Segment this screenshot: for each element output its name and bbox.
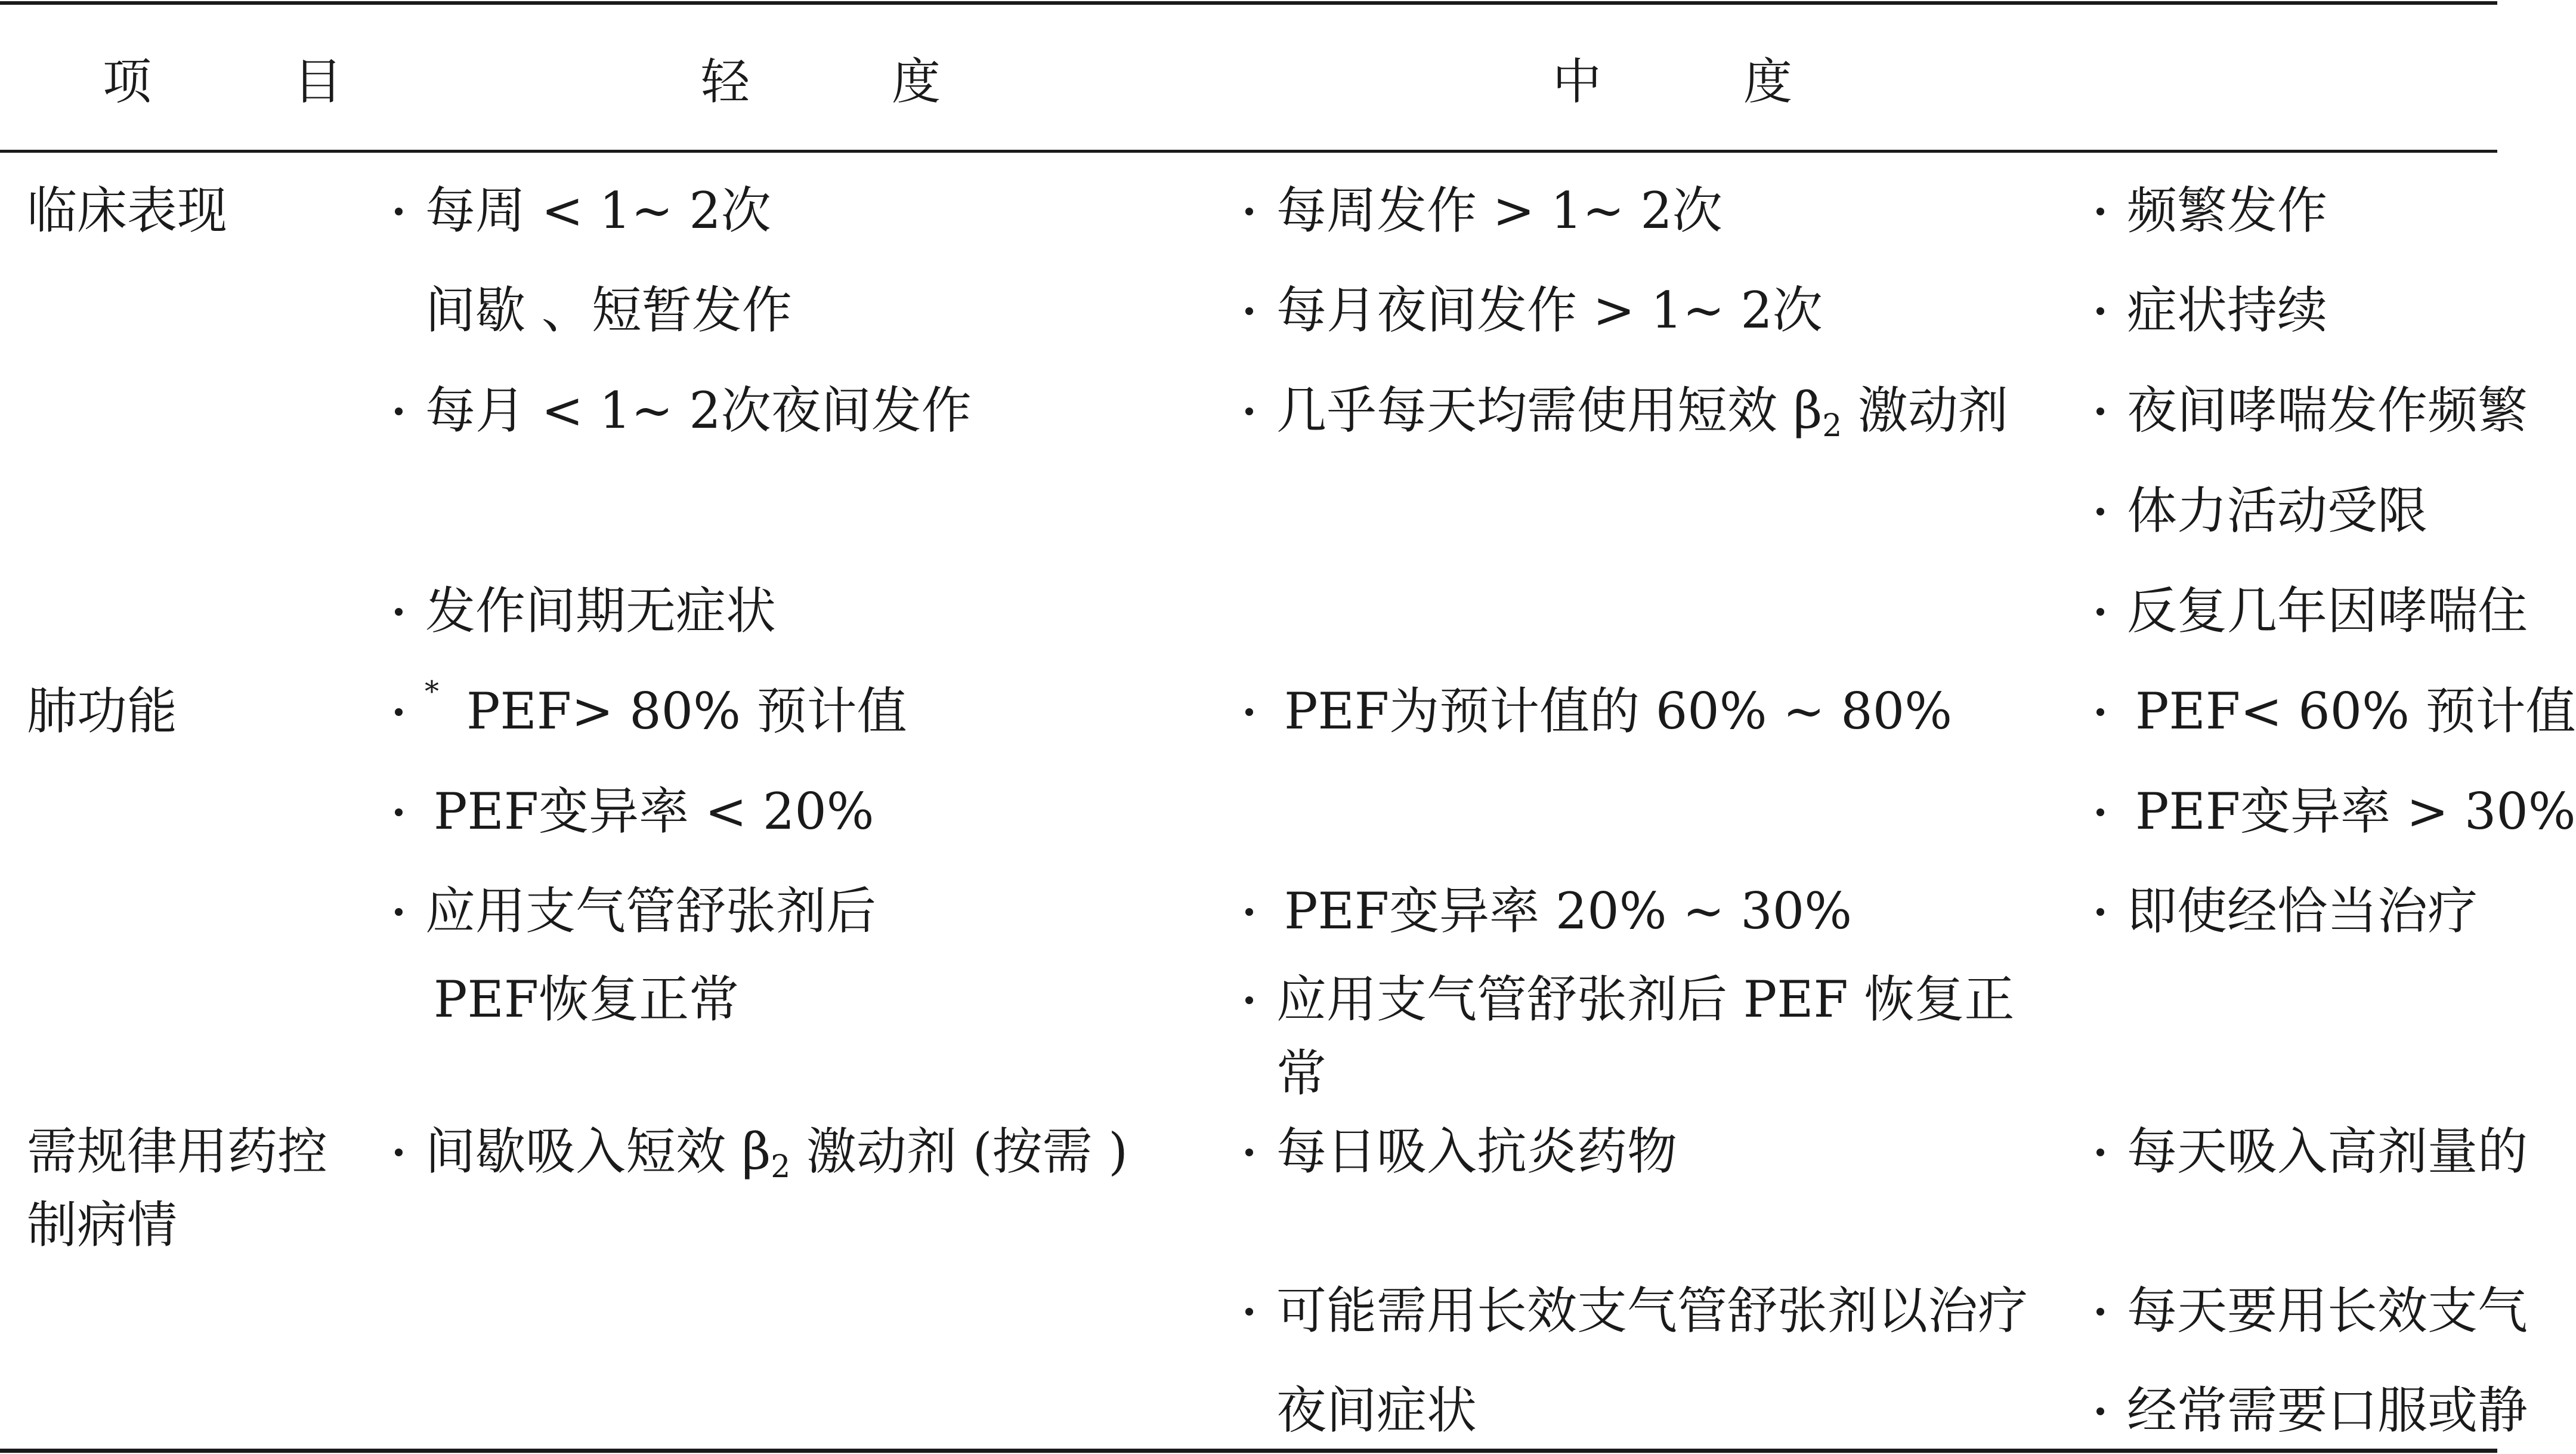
row-label-lung-function: 肺功能 bbox=[27, 682, 178, 740]
severe-clinical-5: 反复几年因哮喘住 bbox=[2127, 582, 2528, 640]
mild-medication-1: 间歇吸入短效 $\beta_2$ 激动剂 (按需 ) bbox=[425, 1122, 1128, 1185]
bullet-icon bbox=[2096, 708, 2104, 716]
severe-lung-3: 即使经恰当治疗 bbox=[2127, 882, 2478, 940]
severe-clinical-3: 夜间哮喘发作频繁 bbox=[2127, 381, 2528, 440]
bullet-icon bbox=[2096, 1308, 2104, 1316]
footnote-mark: * bbox=[425, 675, 439, 708]
mild-lung-3: 应用支气管舒张剂后 bbox=[425, 882, 877, 940]
moderate-clinical-2: 每月夜间发作 > 1~ 2次 bbox=[1276, 281, 1823, 339]
bullet-icon bbox=[395, 808, 403, 816]
bullet-icon bbox=[2096, 208, 2104, 215]
bullet-icon bbox=[2096, 908, 2104, 916]
bullet-icon bbox=[2096, 1149, 2104, 1156]
bullet-icon bbox=[2096, 408, 2104, 415]
bullet-icon bbox=[1245, 1149, 1253, 1156]
moderate-clinical-3: 几乎每天均需使用短效 $\beta_2$ 激动剂 bbox=[1276, 381, 2009, 444]
bullet-icon bbox=[1245, 908, 1253, 916]
bullet-icon bbox=[395, 708, 403, 716]
bullet-icon bbox=[395, 908, 403, 916]
mild-clinical-4: 发作间期无症状 bbox=[425, 582, 777, 640]
moderate-medication-3: 夜间症状 bbox=[1276, 1381, 1477, 1440]
severe-clinical-2: 症状持续 bbox=[2127, 281, 2328, 339]
bullet-icon bbox=[1245, 307, 1253, 315]
moderate-clinical-1: 每周发作 > 1~ 2次 bbox=[1276, 181, 1723, 240]
severe-clinical-1: 频繁发作 bbox=[2127, 181, 2328, 240]
header-item: 项 目 bbox=[103, 54, 389, 110]
bullet-icon bbox=[395, 1149, 403, 1156]
moderate-lung-1: PEF为预计值的 60% ~ 80% bbox=[1284, 682, 1953, 740]
mild-lung-4: PEF恢复正常 bbox=[434, 970, 740, 1029]
bullet-icon bbox=[2096, 307, 2104, 315]
severe-medication-2: 每天要用长效支气 bbox=[2127, 1282, 2528, 1340]
bullet-icon bbox=[1245, 708, 1253, 716]
header-moderate: 中 度 bbox=[1553, 54, 1839, 110]
row-label-clinical: 临床表现 bbox=[27, 181, 228, 240]
mild-clinical-2: 间歇 、短暂发作 bbox=[425, 281, 792, 339]
bullet-icon bbox=[1245, 1308, 1253, 1316]
severe-lung-1: PEF< 60% 预计值 bbox=[2135, 682, 2576, 740]
top-rule bbox=[0, 1, 2497, 5]
moderate-lung-2: PEF变异率 20% ~ 30% bbox=[1284, 882, 1853, 940]
bullet-icon bbox=[395, 608, 403, 616]
bullet-icon bbox=[2096, 808, 2104, 816]
bullet-icon bbox=[395, 408, 403, 415]
severe-clinical-4: 体力活动受限 bbox=[2127, 481, 2428, 540]
bullet-icon bbox=[1245, 996, 1253, 1004]
header-rule bbox=[0, 150, 2497, 153]
mild-clinical-1: 每周 < 1~ 2次 bbox=[425, 181, 771, 240]
severe-medication-3: 经常需要口服或静 bbox=[2127, 1381, 2528, 1440]
severe-lung-2: PEF变异率 > 30% bbox=[2135, 782, 2576, 841]
row-label-medication-2: 制病情 bbox=[27, 1196, 178, 1254]
bottom-rule bbox=[0, 1449, 2497, 1453]
moderate-medication-1: 每日吸入抗炎药物 bbox=[1276, 1122, 1678, 1181]
bullet-icon bbox=[1245, 208, 1253, 215]
bullet-icon bbox=[2096, 608, 2104, 616]
row-label-medication-1: 需规律用药控 bbox=[27, 1122, 328, 1181]
bullet-icon bbox=[1245, 408, 1253, 415]
bullet-icon bbox=[2096, 1407, 2104, 1415]
header-mild: 轻 度 bbox=[701, 54, 988, 110]
bullet-icon bbox=[2096, 508, 2104, 515]
mild-lung-1: PEF> 80% 预计值 bbox=[466, 682, 907, 740]
mild-lung-2: PEF变异率 < 20% bbox=[434, 782, 874, 841]
bullet-icon bbox=[395, 208, 403, 215]
moderate-medication-2: 可能需用长效支气管舒张剂以治疗 bbox=[1276, 1282, 2028, 1340]
severe-medication-1: 每天吸入高剂量的 bbox=[2127, 1122, 2528, 1181]
mild-clinical-3: 每月 < 1~ 2次夜间发作 bbox=[425, 381, 972, 440]
moderate-lung-3: 应用支气管舒张剂后 PEF 恢复正常 bbox=[1276, 970, 2015, 1103]
